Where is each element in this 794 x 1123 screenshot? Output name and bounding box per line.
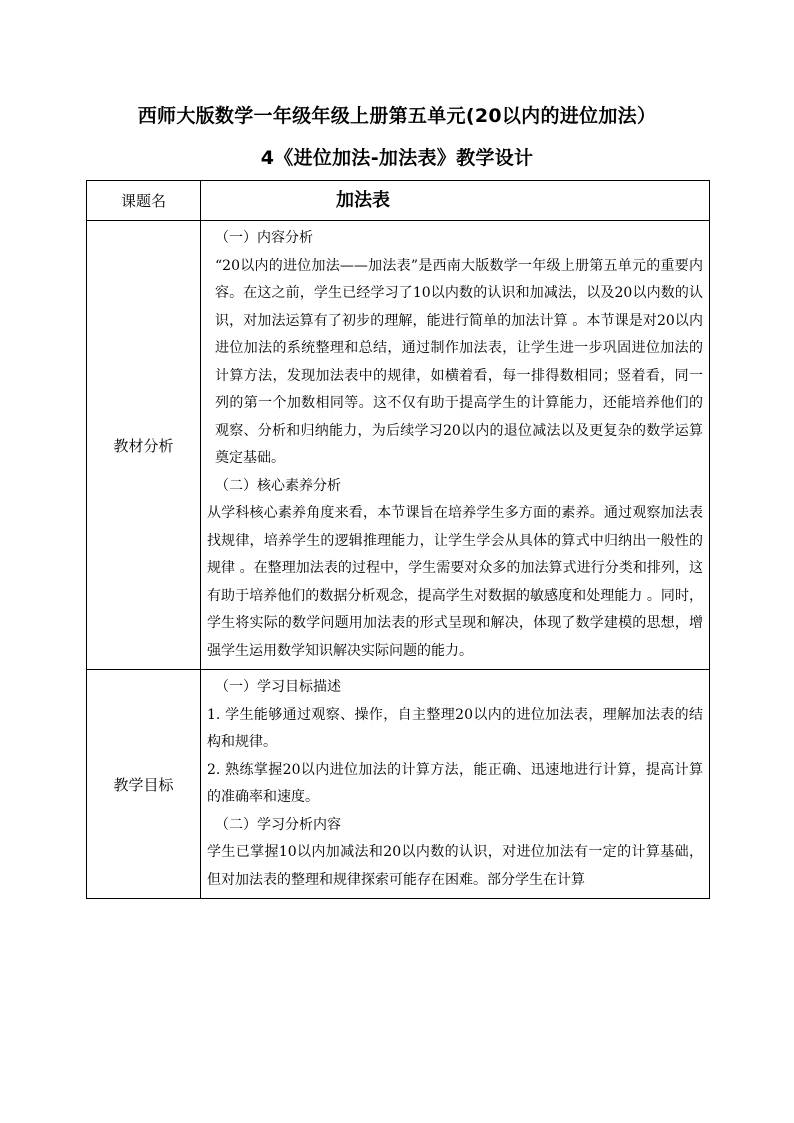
- table-row-material-analysis: [87, 221, 710, 670]
- section-heading-learning-analysis: （二）学习分析内容: [215, 816, 341, 833]
- paragraph-learning-analysis: 学生已掌握10以内加减法和20以内数的认识，对进位加法有一定的计算基础，但对加法表的整理和规律探索可能存在困难。部分学生在计算: [207, 844, 703, 888]
- goal-item-2: 2. 熟练掌握20以内进位加法的计算方法，能正确、迅速地进行计算，提高计算的准确率和速度。: [207, 761, 703, 805]
- row-label-material-analysis: 教材分析: [87, 221, 201, 670]
- section-heading-content-analysis: （一）内容分析: [215, 230, 313, 246]
- row-label-teaching-goals: 教学目标: [87, 670, 201, 899]
- teaching-goals-cell: [201, 670, 710, 899]
- topic-value-cell: [201, 181, 710, 221]
- row-label-topic: 课题名: [87, 181, 201, 221]
- material-analysis-cell: [201, 221, 710, 670]
- table-row-teaching-goals: [87, 670, 710, 899]
- section-heading-learning-goals: （一）学习目标描述: [215, 679, 341, 695]
- document-subtitle: 4《进位加法-加法表》教学设计: [260, 147, 534, 169]
- goal-item-1: 1. 学生能够通过观察、操作，自主整理20以内的进位加法表，理解加法表的结构和规律。: [207, 706, 703, 750]
- paragraph-core-literacy: 从学科核心素养角度来看，本节课旨在培养学生多方面的素养。通过观察加法表找规律，培养学生的逻辑推理能力，让学生学会从具体的算式中归纳出一般性的规律 。在整理加法表的过程中，学生需要对众多的加法算式进行分类和排列，这有助于培养他们的数据分析观念，提高学生对数据的敏感度和处理能力 。同时，学生将实际的数学问题用加法表的形式呈现和解决，体现了数学建模的思想，增强学生运用数学知识解决实际问题的能力。: [207, 505, 703, 659]
- lesson-plan-table: [86, 180, 710, 899]
- document-title: 西师大版数学一年级年级上册第五单元(20以内的进位加法）: [137, 105, 657, 127]
- paragraph-content-analysis: “20以内的进位加法——加法表”是西南大版数学一年级上册第五单元的重要内容。在这之前，学生已经学习了10以内数的认识和加减法，以及20以内数的认识，对加法运算有了初步的理解，能进行简单的加法计算 。本节课是对20以内进位加法的系统整理和总结，通过制作加法表，让学生进一步巩固进位加法的计算方法，发现加法表中的规律，如横着看，每一排得数相同；竖着看，同一列的第一个加数相同等。这不仅有助于提高学生的计算能力，还能培养他们的观察、分析和归纳能力，为后续学习20以内的退位减法以及更复杂的数学运算奠定基础。: [215, 257, 703, 466]
- table-row-topic: [87, 181, 710, 221]
- topic-value: 加法表: [336, 190, 390, 211]
- section-heading-core-literacy: （二）核心素养分析: [215, 477, 341, 494]
